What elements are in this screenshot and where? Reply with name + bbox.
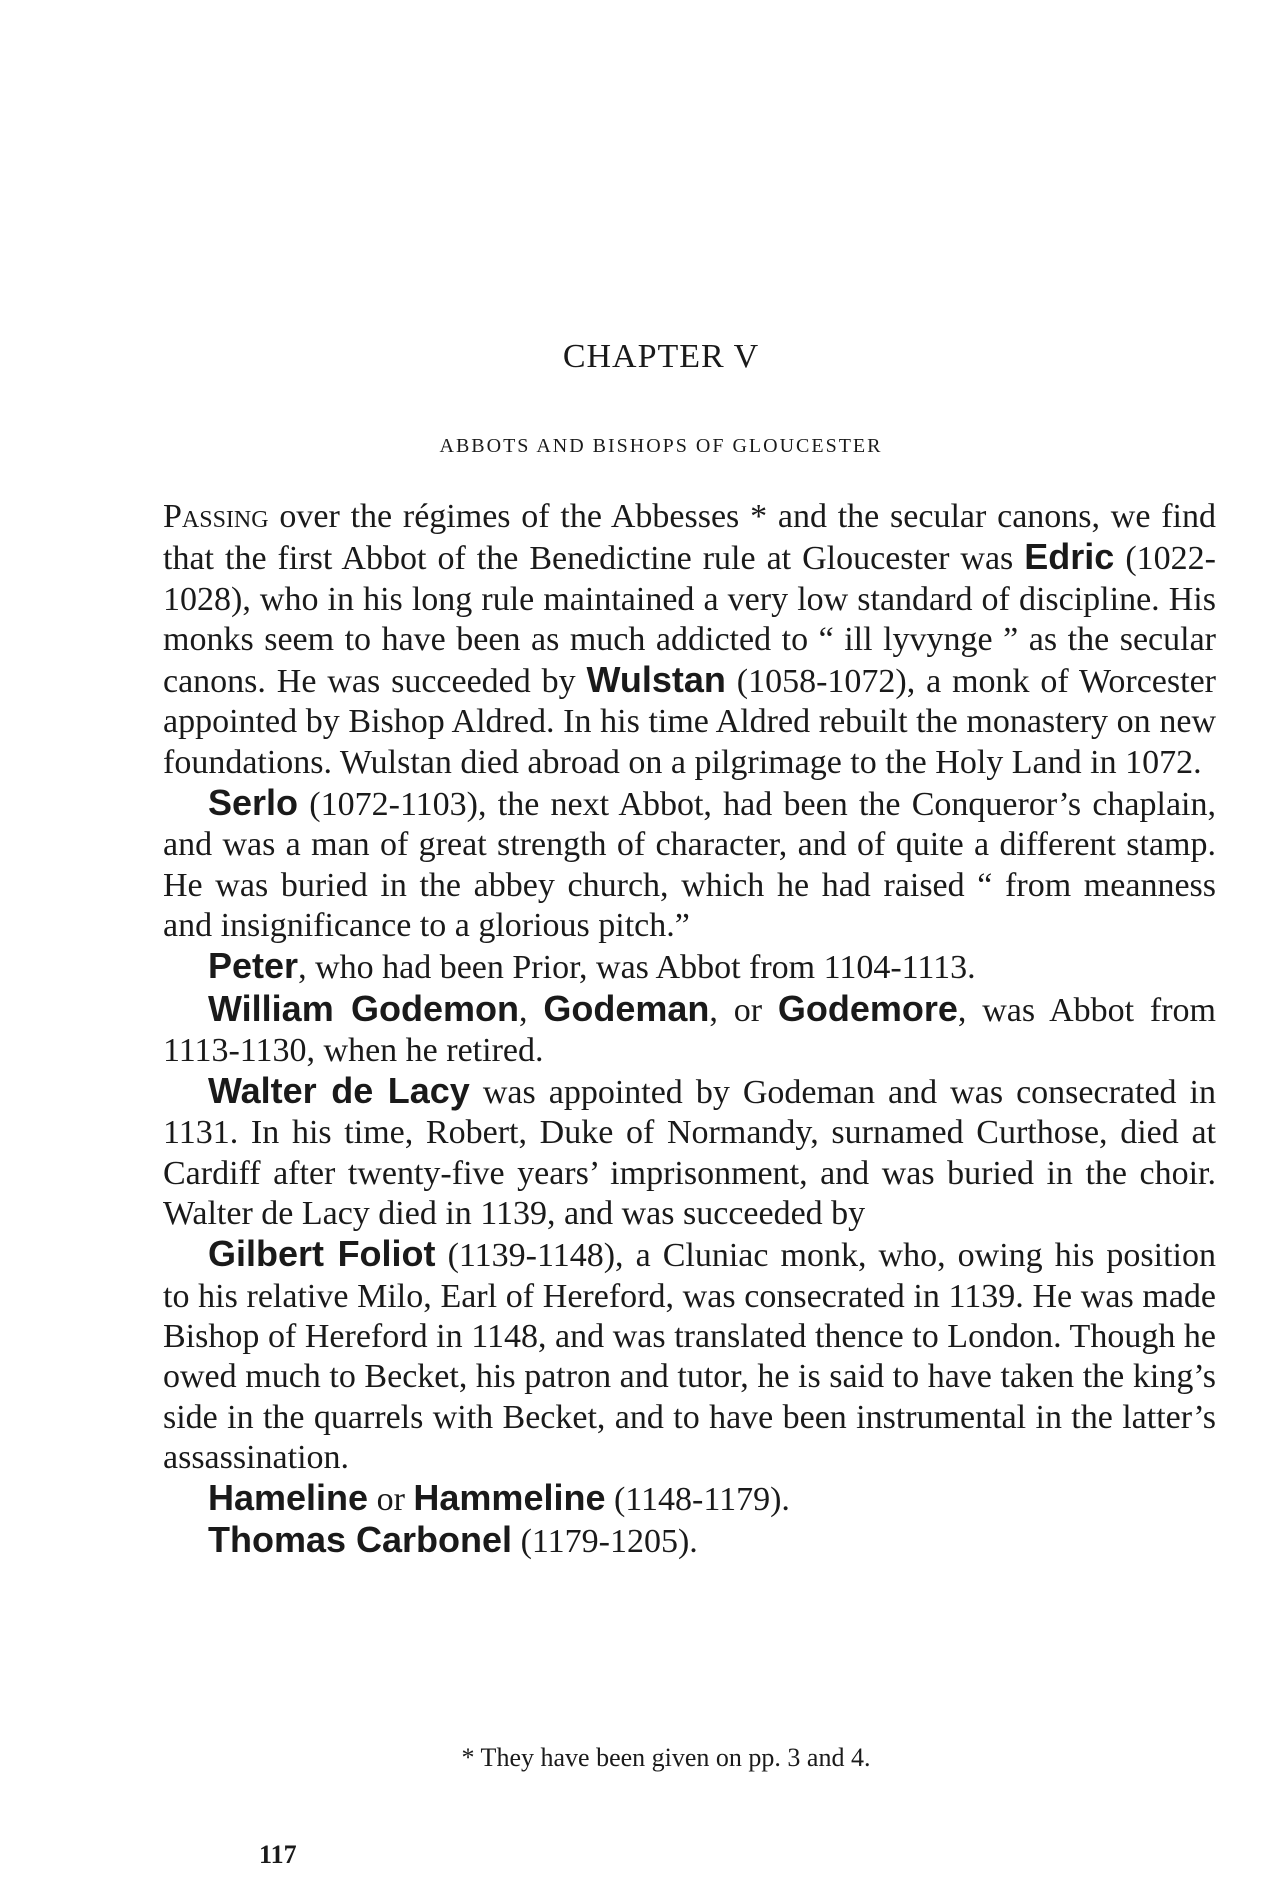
body-text (163, 497, 1216, 1563)
text-run: (1179-1205). (512, 1523, 698, 1561)
abbot-name-wulstan: Wulstan (586, 659, 726, 701)
text-run: (1072-1103), the next Abbot, had been the Conqueror’s chaplain, and was a man of great strength of character, and of quite a different stamp. He was buried in the abbey church, which he had raised “ from meanness and insignificance to a glorious pitch.” (163, 786, 1216, 944)
chapter-title: CHAPTER V (562, 338, 760, 375)
paragraph-4 (163, 989, 1216, 1072)
abbot-name-peter: Peter (208, 945, 299, 987)
text-run: (1139-1148), a Cluniac monk, who, owing his position to his relative Milo, Earl of Hereford, was consecrated in 1139. He was made Bishop of Hereford in 1148, and was translated thence to London. Though he owed much to Becket, his patron and tutor, he is said to have taken the king’s side in the quarrels with Becket, and to have been instrumental in the latter’s assassination. (163, 1237, 1216, 1476)
paragraph-2 (163, 783, 1216, 946)
text-run: or (368, 1481, 414, 1519)
abbot-name-thomas-carbonel: Thomas Carbonel (208, 1519, 513, 1561)
text-run: was appointed by Godeman and was consecrated in 1131. In his time, Robert, Duke of Normandy, surnamed Curthose, died at Cardiff after twenty-five years’ imprisonment, and was buried in the choir. Walter de Lacy died in 1139, and was succeeded by (163, 1074, 1216, 1233)
abbot-name-hammeline: Hammeline (413, 1477, 606, 1519)
text-run: , (519, 991, 544, 1029)
paragraph-5 (163, 1071, 1216, 1234)
abbot-name-william-godemon: William Godemon (208, 987, 520, 1029)
abbot-name-walter-de-lacy: Walter de Lacy (208, 1070, 470, 1112)
paragraph-6 (163, 1234, 1216, 1478)
abbot-name-godeman: Godeman (543, 987, 710, 1029)
paragraph-7 (163, 1478, 1216, 1520)
paragraph-1 (163, 497, 1216, 783)
footnote: * They have been given on pp. 3 and 4. (461, 1743, 871, 1772)
text-run: , was Abbot from 1113-1130, when he retired. (163, 991, 1216, 1069)
abbot-name-edric: Edric (1024, 536, 1115, 578)
text-run: , or (709, 991, 778, 1029)
abbot-name-serlo: Serlo (208, 782, 299, 824)
text-run: (1148-1179). (605, 1481, 790, 1519)
chapter-subtitle: ABBOTS AND BISHOPS OF GLOUCESTER (439, 435, 883, 457)
paragraph-3 (163, 946, 1216, 988)
paragraph-8 (163, 1520, 1216, 1562)
text-run: (1058-1072), a monk of Worcester appointed by Bishop Aldred. In his time Aldred rebuilt the monastery on new foundations. Wulstan died abroad on a pilgrimage to the Holy Land in 1072. (163, 663, 1216, 781)
page-number: 117 (259, 1840, 297, 1869)
text-run: over the régimes of the Abbesses * and the secular canons, we find that the first Abbot of the Benedictine rule at Gloucester was (163, 498, 1216, 578)
abbot-name-godemore: Godemore (777, 987, 958, 1029)
text-run: (1022-1028), who in his long rule maintained a very low standard of discipline. His monks seem to have been as much addicted to “ ill lyvynge ” as the secular canons. He was succeeded by (163, 540, 1216, 701)
abbot-name-gilbert-foliot: Gilbert Foliot (208, 1233, 436, 1275)
text-run: , who had been Prior, was Abbot from 1104-1113. (298, 949, 976, 987)
abbot-name-hameline: Hameline (208, 1477, 369, 1519)
small-caps-lead: Passing (163, 498, 269, 535)
